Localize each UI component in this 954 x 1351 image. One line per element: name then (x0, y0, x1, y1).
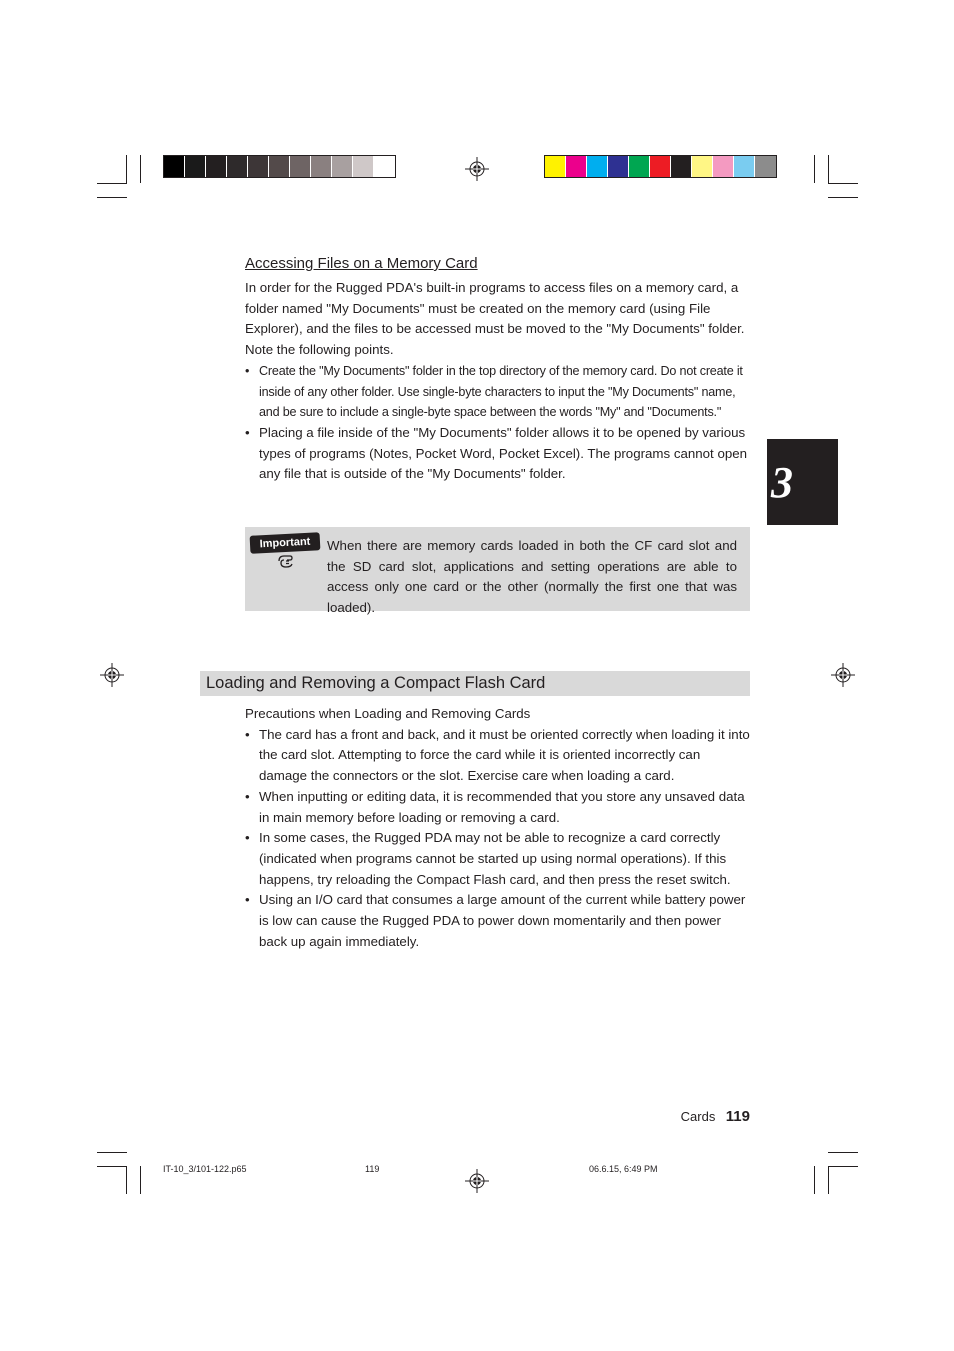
list-item: • Create the "My Documents" folder in the top directory of the memory card. Do not create it inside of any other folder. Use single-byte characters to input the "My Documents" name, and be sure to include a single-byte space between the words "My" and "Documents." (245, 361, 751, 423)
grayscale-color-bar (163, 155, 396, 178)
color-swatch (545, 156, 566, 177)
color-swatch (185, 156, 206, 177)
color-swatch (692, 156, 713, 177)
crop-mark (828, 197, 858, 198)
registration-mark-icon (831, 663, 855, 687)
page-number: 119 (725, 1108, 750, 1125)
crop-mark (814, 155, 815, 183)
color-swatch (206, 156, 227, 177)
crop-mark (828, 183, 858, 184)
crop-mark (828, 1166, 858, 1167)
color-swatch (164, 156, 185, 177)
section-heading-memory-card: Accessing Files on a Memory Card (245, 255, 478, 272)
color-swatch (587, 156, 608, 177)
registration-mark-icon (465, 157, 489, 181)
important-text: When there are memory cards loaded in both the CF card slot and the SD card slot, applications and setting operations are able to access only one card or the other (normally the first one that was loaded). (327, 538, 737, 616)
precautions-block (245, 704, 751, 952)
chapter-tab: 3 (767, 439, 838, 525)
bullet-list (245, 725, 751, 953)
crop-mark (126, 155, 127, 183)
color-swatch (269, 156, 290, 177)
color-swatch (608, 156, 629, 177)
crop-mark (97, 197, 127, 198)
crop-mark (140, 1166, 141, 1194)
color-swatch (290, 156, 311, 177)
color-swatch (755, 156, 776, 177)
color-swatch (629, 156, 650, 177)
color-swatch (713, 156, 734, 177)
color-swatch (311, 156, 332, 177)
crop-mark (828, 1152, 858, 1153)
color-swatch (671, 156, 692, 177)
important-badge: Important (250, 532, 321, 554)
color-swatch (374, 156, 395, 177)
registration-mark-icon (100, 663, 124, 687)
color-swatch (566, 156, 587, 177)
crop-mark (126, 1166, 127, 1194)
list-item: • Using an I/O card that consumes a large amount of the current while battery power is low can cause the Rugged PDA to power down momentarily and then power back up again immediately. (245, 890, 751, 952)
running-footer (640, 1108, 750, 1126)
list-item: • Placing a file inside of the "My Documents" folder allows it to be opened by various types of programs (Notes, Pocket Word, Pocket Excel). The programs cannot open any file that is outside of the "My Documents" folder. (245, 423, 751, 485)
footer-section-name: Cards (680, 1109, 716, 1124)
intro-paragraph (245, 278, 751, 485)
crop-mark (140, 155, 141, 183)
color-swatch (332, 156, 353, 177)
precautions-subheading: Precautions when Loading and Removing Cards (245, 706, 531, 721)
list-item: • In some cases, the Rugged PDA may not be able to recognize a card correctly (indicated when programs cannot be started up using normal operations). If this happens, try reloading the Compact Flash card, and then press the reset switch. (245, 828, 751, 890)
color-swatch (227, 156, 248, 177)
process-color-bar (544, 155, 777, 178)
registration-mark-icon (465, 1169, 489, 1193)
crop-mark (828, 155, 829, 183)
crop-mark (97, 1166, 127, 1167)
color-swatch (353, 156, 374, 177)
pointing-hand-icon (276, 552, 298, 570)
intro-text: In order for the Rugged PDA's built-in programs to access files on a memory card, a folder named "My Documents" must be created on the memory card (using File Explorer), and the files to be accessed must be moved to the "My Documents" folder. Note the following points. (245, 280, 745, 358)
color-swatch (650, 156, 671, 177)
color-swatch (248, 156, 269, 177)
slug-file-name: IT-10_3/101-122.p65 (163, 1164, 247, 1174)
section-heading-compact-flash: Loading and Removing a Compact Flash Card (200, 671, 750, 696)
bullet-list (245, 361, 751, 485)
color-swatch (734, 156, 755, 177)
crop-mark (97, 183, 127, 184)
list-item: • When inputting or editing data, it is recommended that you store any unsaved data in main memory before loading or removing a card. (245, 787, 751, 828)
list-item: • The card has a front and back, and it must be oriented correctly when loading it into the card slot. Attempting to force the card while it is oriented incorrectly can damage the connectors or the slot. Exercise care when loading a card. (245, 725, 751, 787)
crop-mark (828, 1166, 829, 1194)
crop-mark (97, 1152, 127, 1153)
slug-timestamp: 06.6.15, 6:49 PM (589, 1164, 658, 1174)
slug-page-number: 119 (365, 1164, 380, 1174)
crop-mark (814, 1166, 815, 1194)
